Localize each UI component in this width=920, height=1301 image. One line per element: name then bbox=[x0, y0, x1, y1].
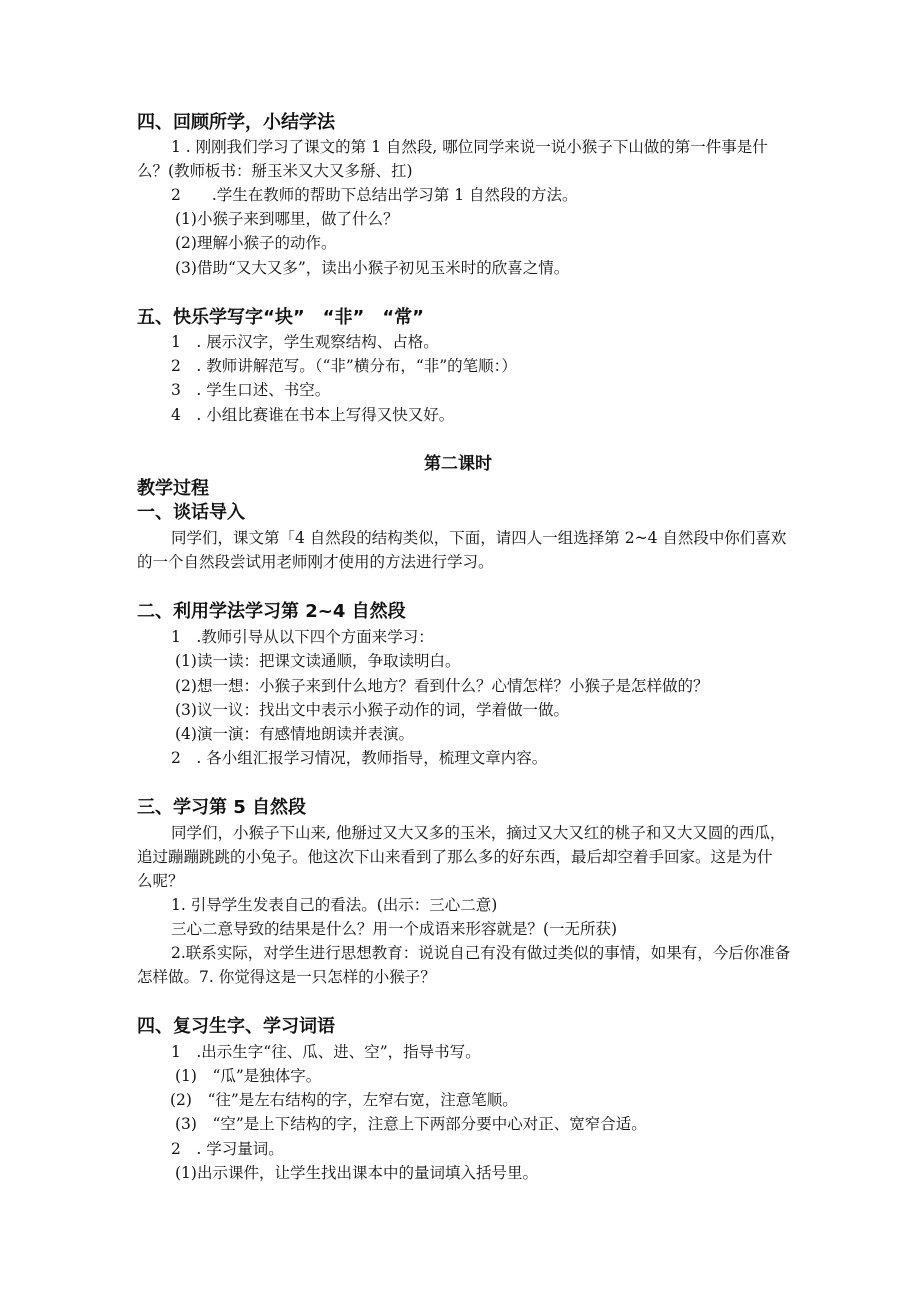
section-heading-vocab: 四、复习生字、学习词语 bbox=[137, 1016, 335, 1037]
paragraph-line: 三心二意导致的结果是什么？用一个成语来形容就是？(一无所获) bbox=[171, 920, 618, 938]
section-heading-writing: 五、快乐学写字“块” “非” “常” bbox=[137, 307, 424, 328]
sub-list-item: (2) “往”是左右结构的字，左窄右宽，注意笔顺。 bbox=[170, 1091, 518, 1109]
teaching-process-heading: 教学过程 bbox=[137, 478, 209, 499]
list-item: 1 . 展示汉字，学生观察结构、占格。 bbox=[171, 333, 439, 351]
paragraph-line: 怎样做。7. 你觉得这是一只怎样的小猴子？ bbox=[137, 968, 436, 986]
paragraph-line: 追过蹦蹦跳跳的小兔子。他这次下山来看到了那么多的好东西，最后却空着手回家。这是为什 bbox=[137, 848, 773, 866]
sub-list-item: (2)理解小猴子的动作。 bbox=[175, 234, 337, 252]
sub-list-item: (1)读一读：把课文读通顺，争取读明白。 bbox=[175, 652, 461, 670]
sub-list-item: (3)借助“又大又多”，读出小猴子初见玉米时的欣喜之情。 bbox=[175, 259, 570, 277]
paragraph-line: 么呢？ bbox=[137, 872, 184, 890]
sub-list-item: (4)演一演：有感情地朗读并表演。 bbox=[175, 725, 414, 743]
paragraph-line: 同学们，小猴子下山来, 他掰过又大又多的玉米，摘过又大又红的桃子和又大又圆的西瓜， bbox=[171, 824, 786, 842]
sub-list-item: (2)想一想：小猴子来到什么地方？看到什么？心情怎样？小猴子是怎样做的？ bbox=[175, 677, 709, 695]
sub-list-item: (1)小猴子来到哪里，做了什么？ bbox=[175, 210, 399, 228]
sub-list-item: (3)议一议：找出文中表示小猴子动作的词，学着做一做。 bbox=[175, 701, 569, 719]
section-heading-review: 四、回顾所学，小结学法 bbox=[137, 112, 335, 133]
section-heading-para5: 三、学习第 5 自然段 bbox=[137, 797, 307, 818]
list-item: 4 . 小组比赛谁在书本上写得又快又好。 bbox=[171, 406, 455, 424]
list-item: 2 . 教师讲解范写。（“非”横分布，“非”的笔顺：） bbox=[171, 357, 517, 375]
list-item: 1 .出示生字“往、瓜、进、空”，指导书写。 bbox=[171, 1043, 481, 1061]
list-item: 3 . 学生口述、书空。 bbox=[171, 381, 331, 399]
section-heading-intro: 一、谈话导入 bbox=[137, 502, 245, 523]
lesson-title: 第二课时 bbox=[424, 454, 492, 474]
list-item: 2 . 各小组汇报学习情况，教师指导，梳理文章内容。 bbox=[171, 749, 548, 767]
sub-list-item: (1) “瓜”是独体字。 bbox=[175, 1067, 322, 1085]
list-item: 2.联系实际，对学生进行思想教育：说说自己有没有做过类似的事情，如果有，今后你准备 bbox=[171, 944, 791, 962]
section-heading-method: 二、利用学法学习第 2~4 自然段 bbox=[137, 601, 406, 622]
list-item: 1. 引导学生发表自己的看法。(出示：三心二意) bbox=[171, 896, 498, 914]
sub-list-item: (3) “空”是上下结构的字，注意上下两部分要中心对正、宽窄合适。 bbox=[175, 1115, 647, 1133]
paragraph-line: 同学们，课文第「4 自然段的结构类似，下面，请四人一组选择第 2~4 自然段中你们喜欢 bbox=[171, 529, 787, 547]
list-item: 2 . 学习量词。 bbox=[171, 1140, 284, 1158]
paragraph-line: 么？(教师板书：掰玉米又大又多掰、扛) bbox=[137, 162, 413, 180]
paragraph-line: 1 . 刚刚我们学习了课文的第 1 自然段, 哪位同学来说一说小猴子下山做的第一件事是什 bbox=[171, 138, 768, 156]
list-item: 2 .学生在教师的帮助下总结出学习第 1 自然段的方法。 bbox=[171, 186, 578, 204]
sub-list-item: (1)出示课件，让学生找出课本中的量词填入括号里。 bbox=[175, 1164, 538, 1182]
paragraph-line: 的一个自然段尝试用老师刚才使用的方法进行学习。 bbox=[137, 553, 494, 571]
list-item: 1 .教师引导从以下四个方面来学习： bbox=[171, 628, 434, 646]
